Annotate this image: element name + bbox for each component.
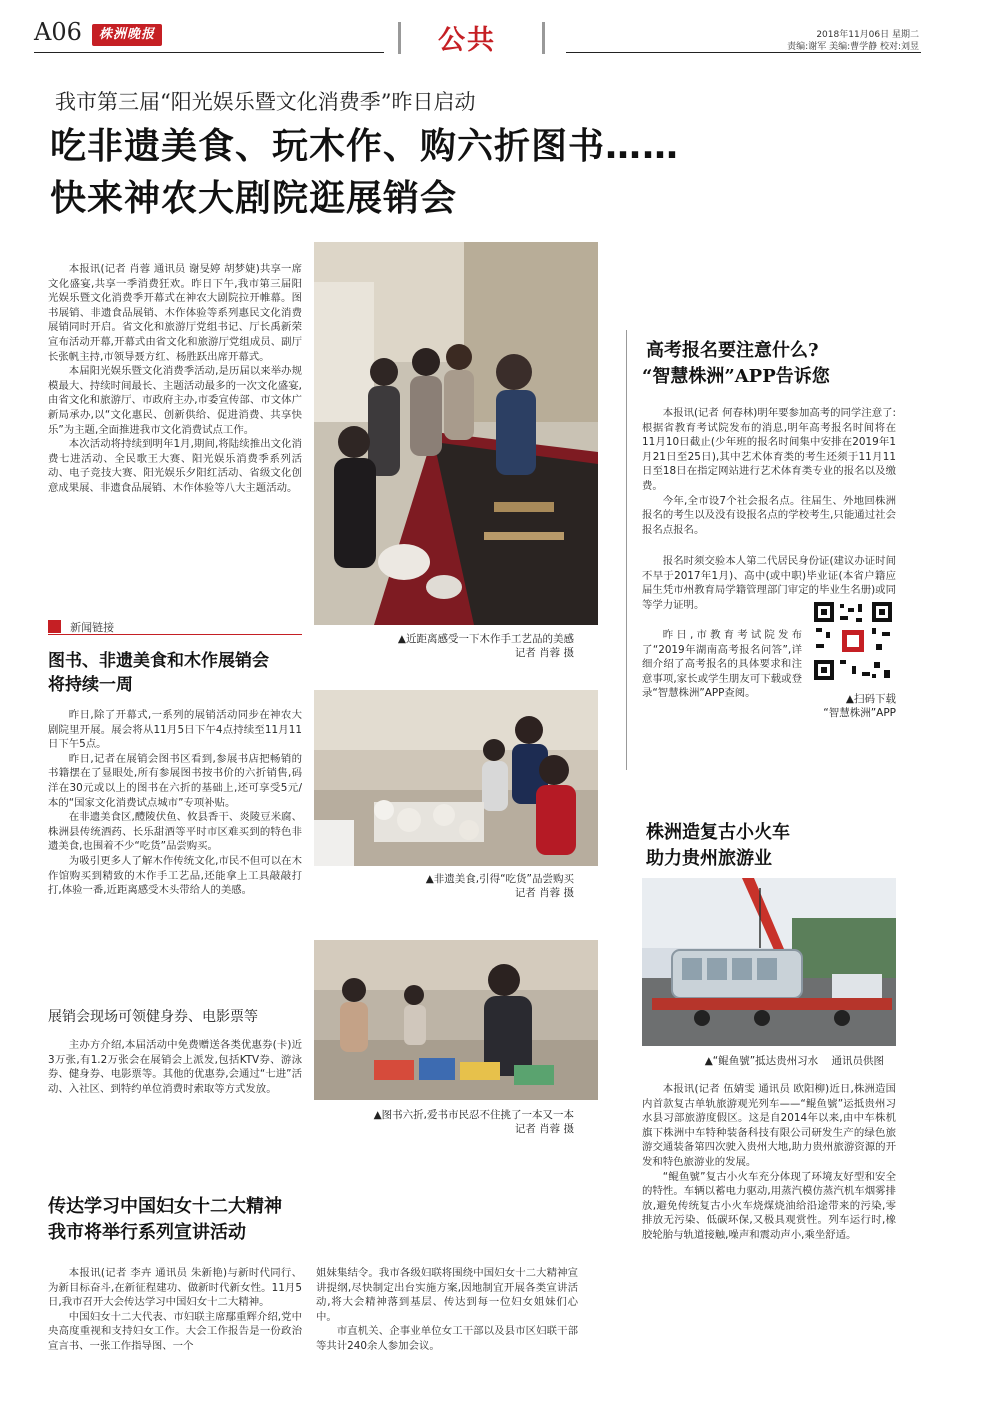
news-link-title-1: 图书、非遗美食和木作展销会 [48,651,269,671]
photo-woodcraft-caption [314,632,574,660]
photo-train-caption-text: ▲“鲲鱼號”抵达贵州习水 [704,1055,819,1067]
gaokao-title-2: “智慧株洲”APP告诉您 [642,366,830,387]
gaokao-title-1: 高考报名要注意什么? [646,340,819,361]
main-para-2: 本届阳光娱乐暨文化消费季活动,是历届以来举办规模最大、持续时间最长、主题活动最多的一次文化盛宴,由省文化和旅游厅、市政府主办,市委宣传部、市文体广新局承办,以“文化惠民、创新供给、促进消费、共享快乐”为主题,全面推进我市文化消费试点工作。 [48,365,302,436]
train-title-1: 株洲造复古小火车 [646,822,790,843]
news-link-title-2: 将持续一周 [48,675,133,695]
news-link-rule [48,634,302,635]
header-rule-left [34,52,384,53]
page-number: A06 [34,18,82,46]
women-para-2: 中国妇女十二大代表、市妇联主席鄢重辉介绍,党中央高度重视和支持妇女工作。大会工作报告是一份政治宣言书、一张工作指导图、一个 [48,1310,302,1352]
photo-books-credit: 记者 肖蓉 摄 [514,1123,574,1135]
page-header [0,0,985,60]
header-rule-right [566,52,921,53]
main-headline-1: 吃非遗美食、玩木作、购六折图书…… [50,126,680,167]
photo-food-caption [314,872,574,900]
news-link-para-4: 为吸引更多人了解木作传统文化,市民不但可以在木作馆购买到精致的木作手工艺品,还能拿上工具敲敲打打,体验一番,近距离感受木头带给人的美感。 [48,854,302,897]
women-para-3: 姐妹集结令。我市各级妇联将围绕中国妇女十二大精神宣讲提纲,尽快制定出台实施方案,因地制宜开展各类宣讲活动,将大会精神落到基层、传达到每一位妇女姐妹们心中。 [316,1267,578,1323]
main-para-3: 本次活动将持续到明年1月,期间,将陆续推出文化消费七进活动、全民歌王大赛、阳光娱乐消费季系列活动、电子竞技大赛、阳光娱乐夕阳红活动、省级文化创意成果展、非遗食品展销、木作体验等八大主题活动。 [48,438,302,494]
women-para-4: 市直机关、企事业单位女工干部以及县市区妇联干部等共计240余人参加会议。 [316,1325,578,1352]
section-name: 公共 [438,25,496,56]
women-title-1: 传达学习中国妇女十二大精神 [48,1196,282,1217]
photo-food [314,690,598,866]
masthead-logo-text: 株洲晚报 [98,27,155,42]
women-para-1: 本报讯(记者 李卉 通讯员 朱新艳)与新时代同行、为新目标奋斗,在新征程建功、做新时代新女性。11月5日,我市召开大会传达学习中国妇女十二大精神。 [48,1267,302,1309]
qr-caption-line-1: ▲扫码下载 [845,693,896,705]
news-link-body [48,708,302,898]
editor-credits: 责编:谢军 美编:曹学静 校对:刘昱 [787,42,919,52]
photo-woodcraft [314,242,598,625]
photo-train-caption [642,1054,884,1068]
news-link-para-3: 在非遗美食区,醴陵伏鱼、攸县香干、炎陵豆米腐、株洲县传统酒药、长乐甜酒等平时市区难买到的特色非遗美食,也围着不少“吃货”品尝购买。 [48,811,302,853]
women-body-col-2 [316,1266,578,1354]
photo-books-caption [314,1108,574,1136]
photo-train-credit: 通讯员供图 [831,1055,884,1067]
gaokao-para-1: 本报讯(记者 何春林)明年要参加高考的同学注意了:根据省教育考试院发布的消息,明年高考报名时间将在11月10日截止(少年班的报名时间集中安排在2019年1月21日至25日),其中艺术体育类的考生还须于11月11日至18日在指定网站进行艺术体育类专业的报名以及缴费。 [642,407,896,492]
issue-date: 2018年11月06日 星期二 [816,30,919,40]
news-link-para-5: 主办方介绍,本届活动中免费赠送各类优惠券(卡)近3万张,有1.2万张会在展销会上派发,包括KTV券、游泳券、健身券、电影票等。其他的优惠券,会通过“七进”活动、入社区、到特约单位消费时索取等方式发放。 [48,1039,302,1095]
news-link-subhead: 展销会现场可领健身券、电影票等 [48,1009,258,1025]
main-article-body [48,262,302,496]
qr-caption-line-2: “智慧株洲”APP [823,707,896,719]
photo-books-caption-text: ▲图书六折,爱书市民忍不住挑了一本又一本 [373,1109,574,1121]
news-link-label: 新闻链接 [70,620,115,634]
gaokao-para-4: 昨日,市教育考试院发布了“2019年湖南高考报名问答”,详细介绍了高考报名的具体要求和注意事项,家长或学生朋友可下载或登录“智慧株洲”APP查阅。 [642,629,802,700]
photo-food-credit: 记者 肖蓉 摄 [514,887,574,899]
train-para-2: “鲲鱼號”复古小火车充分体现了环境友好型和安全的特性。车辆以蓄电力驱动,用蒸汽模仿蒸汽机车烟雾排放,避免传统复古小火车烧煤烧油给沿途带来的污染,零排放无污染、低碳环保,又极具观赏性。列车运行时,橡胶轮胎与轨道接触,噪声和震动声小,乘坐舒适。 [642,1170,896,1241]
photo-woodcraft-credit: 记者 肖蓉 摄 [514,647,574,659]
photo-woodcraft-caption-text: ▲近距离感受一下木作手工艺品的美感 [397,633,574,645]
train-title-2: 助力贵州旅游业 [646,848,772,869]
masthead-logo [92,24,162,46]
gaokao-body-1 [642,406,896,537]
qr-caption [800,692,896,720]
news-link-body-2 [48,1038,302,1096]
women-body-col-1 [48,1266,302,1354]
news-link-para-2: 昨日,记者在展销会图书区看到,参展书店把畅销的书籍摆在了显眼处,所有参展图书按书价的六折销售,码洋在30元或以上的图书在六折的基础上,还可享受5元/本的“国家文化消费试点城市”专项补贴。 [48,752,302,809]
main-para-1: 本报讯(记者 肖蓉 通讯员 谢旻婷 胡梦婕)共享一席文化盛宴,共享一季消费狂欢。昨日下午,我市第三届阳光娱乐暨文化消费季开幕式在神农大剧院拉开帷幕。图书展销、非遗食品展销、木作体验等系列惠民文化消费展销同时开启。省文化和旅游厅党组书记、厅长禹新荣宣布活动开幕,开幕式由省文化和旅游厅党组成员、副厅长张帆主持,市领导聂方红、杨胜跃出席开幕式。 [48,263,302,363]
column-divider-right [626,330,627,770]
qr-code [812,600,894,682]
news-link-para-1: 昨日,除了开幕式,一系列的展销活动同步在神农大剧院里开展。展会将从11月5日下午4点持续至11月11日下午5点。 [48,709,302,751]
main-headline-2: 快来神农大剧院逛展销会 [50,178,458,219]
photo-train [642,878,896,1046]
gaokao-para-3: 报名时须交验本人第二代居民身份证(建议办证时间不早于2017年1月)、高中(或中职)毕业证(本省户籍应届生凭市州教育局学籍管理部门审定的毕业生名册)或同等学力证明。 [642,555,896,611]
news-link-arrow-icon [48,620,61,633]
photo-food-caption-text: ▲非遗美食,引得“吃货”品尝购买 [425,873,574,885]
gaokao-body-3 [642,628,802,701]
train-para-1: 本报讯(记者 伍婧雯 通讯员 欧阳柳)近日,株洲造国内首款复古单轨旅游观光列车——“鲲鱼號”运抵贵州习水县习部旅游度假区。这是自2014年以来,由中车株机旗下株洲中车特种装备科技有限公司研发生产的绿色旅游交通装备第四次驶入贵州大地,助力贵州旅游资源的开发和特色旅游业的发展。 [642,1083,896,1168]
main-kicker: 我市第三届“阳光娱乐暨文化消费季”昨日启动 [55,90,476,114]
women-title-2: 我市将举行系列宣讲活动 [48,1222,246,1243]
photo-books [314,940,598,1100]
train-body [642,1082,896,1243]
header-divider-left [398,22,401,54]
header-divider-right [542,22,545,54]
gaokao-para-2: 今年,全市设7个社会报名点。往届生、外地回株洲报名的考生以及没有设报名点的学校考生,只能通过社会报名点报名。 [642,494,896,536]
news-link-tag [48,616,114,632]
